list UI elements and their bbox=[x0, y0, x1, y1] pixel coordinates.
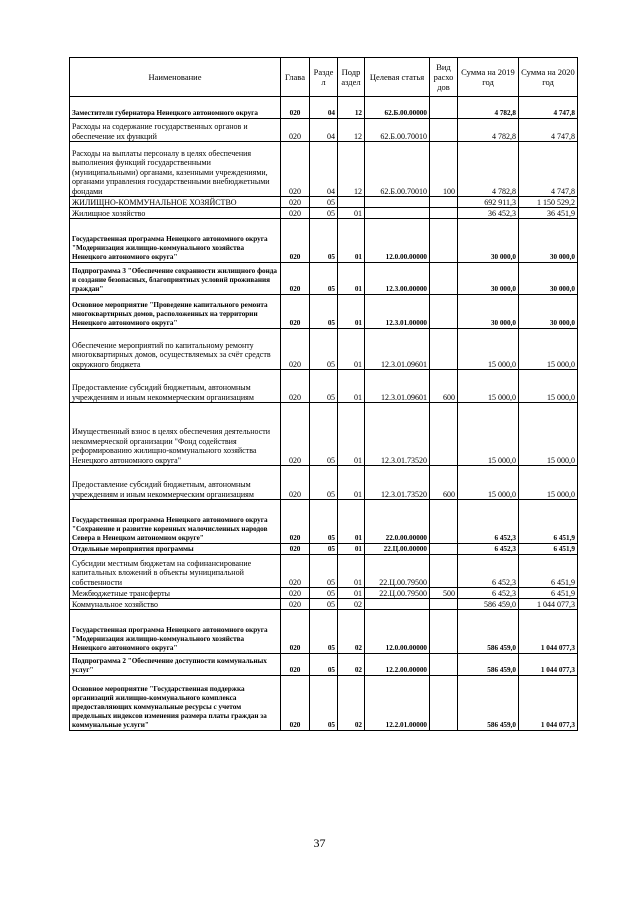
table-body bbox=[70, 97, 578, 731]
cell-sum-2020: 4 747,8 bbox=[519, 142, 578, 197]
cell-name: Коммунальное хозяйство bbox=[70, 599, 281, 610]
cell-chapter: 020 bbox=[281, 544, 310, 555]
cell-expense-type bbox=[430, 329, 458, 370]
cell-sum-2020: 36 451,9 bbox=[519, 208, 578, 219]
cell-expense-type bbox=[430, 610, 458, 654]
cell-chapter: 020 bbox=[281, 97, 310, 119]
cell-subsection: 01 bbox=[338, 219, 365, 263]
cell-sum-2020: 30 000,0 bbox=[519, 263, 578, 295]
cell-sum-2020: 30 000,0 bbox=[519, 219, 578, 263]
cell-expense-type bbox=[430, 119, 458, 142]
cell-target: 22.Ц.00.00000 bbox=[365, 544, 430, 555]
table-row bbox=[70, 588, 578, 599]
cell-sum-2019: 36 452,3 bbox=[458, 208, 519, 219]
cell-section: 05 bbox=[310, 263, 338, 295]
cell-name: Заместители губернатора Ненецкого автономного округа bbox=[70, 97, 281, 119]
cell-name: Предоставление субсидий бюджетным, автономным учреждениям и иным некоммерческим организациям bbox=[70, 466, 281, 500]
cell-sum-2019: 30 000,0 bbox=[458, 295, 519, 329]
cell-chapter: 020 bbox=[281, 500, 310, 544]
cell-sum-2019: 6 452,3 bbox=[458, 500, 519, 544]
cell-section: 04 bbox=[310, 119, 338, 142]
cell-target: 62.Б.00.70010 bbox=[365, 119, 430, 142]
header-sum-2020: Сумма на 2020 год bbox=[519, 58, 578, 97]
cell-sum-2019: 4 782,8 bbox=[458, 142, 519, 197]
cell-sum-2020: 1 150 529,2 bbox=[519, 197, 578, 208]
cell-expense-type bbox=[430, 544, 458, 555]
cell-chapter: 020 bbox=[281, 119, 310, 142]
cell-expense-type bbox=[430, 555, 458, 588]
cell-sum-2019: 15 000,0 bbox=[458, 403, 519, 466]
cell-sum-2020: 6 451,9 bbox=[519, 544, 578, 555]
cell-sum-2019: 586 459,0 bbox=[458, 654, 519, 676]
cell-chapter: 020 bbox=[281, 142, 310, 197]
cell-sum-2019: 30 000,0 bbox=[458, 263, 519, 295]
cell-sum-2019: 30 000,0 bbox=[458, 219, 519, 263]
table-row bbox=[70, 544, 578, 555]
cell-chapter: 020 bbox=[281, 263, 310, 295]
cell-chapter: 020 bbox=[281, 295, 310, 329]
cell-name: Субсидии местным бюджетам на софинансирование капитальных вложений в объекты муниципальной собственности bbox=[70, 555, 281, 588]
table-row bbox=[70, 403, 578, 466]
table-row bbox=[70, 599, 578, 610]
cell-name: Расходы на содержание государственных органов и обеспечение их функций bbox=[70, 119, 281, 142]
cell-chapter: 020 bbox=[281, 329, 310, 370]
cell-expense-type bbox=[430, 403, 458, 466]
cell-subsection: 02 bbox=[338, 599, 365, 610]
cell-name: Государственная программа Ненецкого автономного округа "Модернизация жилищно-коммунального хозяйства Ненецкого автономного округа" bbox=[70, 219, 281, 263]
cell-expense-type bbox=[430, 654, 458, 676]
cell-target: 12.3.01.09601 bbox=[365, 370, 430, 403]
cell-subsection: 01 bbox=[338, 466, 365, 500]
cell-chapter: 020 bbox=[281, 208, 310, 219]
cell-sum-2020: 6 451,9 bbox=[519, 588, 578, 599]
cell-section: 05 bbox=[310, 654, 338, 676]
cell-chapter: 020 bbox=[281, 588, 310, 599]
cell-target bbox=[365, 599, 430, 610]
cell-expense-type: 600 bbox=[430, 370, 458, 403]
cell-expense-type bbox=[430, 197, 458, 208]
cell-sum-2020: 15 000,0 bbox=[519, 403, 578, 466]
cell-chapter: 020 bbox=[281, 555, 310, 588]
cell-section: 05 bbox=[310, 329, 338, 370]
cell-target: 12.2.01.00000 bbox=[365, 676, 430, 731]
cell-target bbox=[365, 208, 430, 219]
cell-chapter: 020 bbox=[281, 676, 310, 731]
cell-sum-2020: 6 451,9 bbox=[519, 500, 578, 544]
cell-subsection: 01 bbox=[338, 295, 365, 329]
cell-chapter: 020 bbox=[281, 610, 310, 654]
cell-sum-2019: 15 000,0 bbox=[458, 329, 519, 370]
cell-sum-2019: 4 782,8 bbox=[458, 119, 519, 142]
cell-section: 05 bbox=[310, 500, 338, 544]
header-target: Целевая статья bbox=[365, 58, 430, 97]
cell-sum-2020: 6 451,9 bbox=[519, 555, 578, 588]
cell-subsection: 12 bbox=[338, 97, 365, 119]
cell-subsection: 01 bbox=[338, 263, 365, 295]
cell-sum-2020: 15 000,0 bbox=[519, 329, 578, 370]
table-row bbox=[70, 466, 578, 500]
cell-sum-2020: 1 044 077,3 bbox=[519, 654, 578, 676]
cell-sum-2019: 586 459,0 bbox=[458, 599, 519, 610]
cell-chapter: 020 bbox=[281, 219, 310, 263]
cell-expense-type: 100 bbox=[430, 142, 458, 197]
cell-target: 22.Ц.00.79500 bbox=[365, 555, 430, 588]
table-row bbox=[70, 119, 578, 142]
table-row bbox=[70, 329, 578, 370]
cell-sum-2019: 15 000,0 bbox=[458, 370, 519, 403]
cell-target: 22.0.00.00000 bbox=[365, 500, 430, 544]
cell-section: 05 bbox=[310, 676, 338, 731]
cell-sum-2020: 15 000,0 bbox=[519, 370, 578, 403]
table-row bbox=[70, 208, 578, 219]
table-row bbox=[70, 142, 578, 197]
cell-sum-2020: 15 000,0 bbox=[519, 466, 578, 500]
cell-chapter: 020 bbox=[281, 370, 310, 403]
table-row bbox=[70, 197, 578, 208]
cell-subsection: 01 bbox=[338, 555, 365, 588]
cell-chapter: 020 bbox=[281, 654, 310, 676]
cell-name: Основное мероприятие "Проведение капитального ремонта многоквартирных домов, расположенных на территории Ненецкого автономного округа" bbox=[70, 295, 281, 329]
cell-section: 05 bbox=[310, 588, 338, 599]
cell-name: Основное мероприятие "Государственная поддержка организаций жилищно-коммунального комплекса предоставляющих коммунальные ресурсы с учетом предельных индексов изменения размера платы граждан за коммунальные услуги" bbox=[70, 676, 281, 731]
cell-name: ЖИЛИЩНО-КОММУНАЛЬНОЕ ХОЗЯЙСТВО bbox=[70, 197, 281, 208]
cell-sum-2020: 1 044 077,3 bbox=[519, 676, 578, 731]
cell-target: 12.0.00.00000 bbox=[365, 219, 430, 263]
cell-sum-2020: 4 747,8 bbox=[519, 97, 578, 119]
cell-name: Предоставление субсидий бюджетным, автономным учреждениям и иным некоммерческим организациям bbox=[70, 370, 281, 403]
cell-name: Государственная программа Ненецкого автономного округа "Сохранение и развитие коренных малочисленных народов Севера в Ненецком автономном округе" bbox=[70, 500, 281, 544]
cell-target: 12.2.00.00000 bbox=[365, 654, 430, 676]
cell-section: 05 bbox=[310, 295, 338, 329]
cell-section: 05 bbox=[310, 555, 338, 588]
cell-subsection: 12 bbox=[338, 119, 365, 142]
cell-name: Имущественный взнос в целях обеспечения деятельности некоммерческой организации "Фонд содействия реформированию жилищно-коммунального хозяйства Ненецкого автономного округа" bbox=[70, 403, 281, 466]
cell-section: 05 bbox=[310, 466, 338, 500]
cell-subsection: 01 bbox=[338, 370, 365, 403]
cell-expense-type bbox=[430, 97, 458, 119]
table-row bbox=[70, 555, 578, 588]
cell-chapter: 020 bbox=[281, 466, 310, 500]
cell-section: 04 bbox=[310, 142, 338, 197]
cell-expense-type: 500 bbox=[430, 588, 458, 599]
table-row bbox=[70, 295, 578, 329]
table-row bbox=[70, 219, 578, 263]
table-row bbox=[70, 676, 578, 731]
cell-section: 05 bbox=[310, 599, 338, 610]
cell-section: 05 bbox=[310, 370, 338, 403]
cell-chapter: 020 bbox=[281, 599, 310, 610]
cell-target: 62.Б.00.70010 bbox=[365, 142, 430, 197]
cell-target bbox=[365, 197, 430, 208]
cell-subsection: 01 bbox=[338, 403, 365, 466]
cell-sum-2019: 6 452,3 bbox=[458, 588, 519, 599]
cell-name: Подпрограмма 3 "Обеспечение сохранности жилищного фонда и создание безопасных, благоприятных условий проживания граждан" bbox=[70, 263, 281, 295]
cell-subsection: 02 bbox=[338, 676, 365, 731]
cell-expense-type bbox=[430, 208, 458, 219]
table-header-row bbox=[70, 58, 578, 97]
cell-expense-type bbox=[430, 295, 458, 329]
cell-subsection: 02 bbox=[338, 654, 365, 676]
cell-section: 05 bbox=[310, 610, 338, 654]
cell-section: 04 bbox=[310, 97, 338, 119]
cell-sum-2020: 1 044 077,3 bbox=[519, 610, 578, 654]
cell-subsection: 02 bbox=[338, 610, 365, 654]
cell-expense-type bbox=[430, 219, 458, 263]
cell-sum-2020: 30 000,0 bbox=[519, 295, 578, 329]
header-expense-type: Вид расхо дов bbox=[430, 58, 458, 97]
cell-sum-2019: 586 459,0 bbox=[458, 610, 519, 654]
cell-subsection bbox=[338, 197, 365, 208]
cell-target: 62.Б.00.00000 bbox=[365, 97, 430, 119]
page-number: 37 bbox=[313, 836, 326, 850]
cell-sum-2020: 4 747,8 bbox=[519, 119, 578, 142]
header-subsection: Подр аздел bbox=[338, 58, 365, 97]
cell-name: Подпрограмма 2 "Обеспечение доступности коммунальных услуг" bbox=[70, 654, 281, 676]
cell-sum-2019: 586 459,0 bbox=[458, 676, 519, 731]
table-row bbox=[70, 263, 578, 295]
cell-sum-2019: 6 452,3 bbox=[458, 544, 519, 555]
cell-name: Межбюджетные трансферты bbox=[70, 588, 281, 599]
header-section: Разде л bbox=[310, 58, 338, 97]
cell-subsection: 01 bbox=[338, 329, 365, 370]
cell-section: 05 bbox=[310, 544, 338, 555]
cell-subsection: 01 bbox=[338, 500, 365, 544]
cell-sum-2020: 1 044 077,3 bbox=[519, 599, 578, 610]
cell-sum-2019: 15 000,0 bbox=[458, 466, 519, 500]
cell-expense-type bbox=[430, 599, 458, 610]
cell-subsection: 12 bbox=[338, 142, 365, 197]
cell-section: 05 bbox=[310, 219, 338, 263]
cell-name: Государственная программа Ненецкого автономного округа "Модернизация жилищно-коммунального хозяйства Ненецкого автономного округа" bbox=[70, 610, 281, 654]
cell-target: 22.Ц.00.79500 bbox=[365, 588, 430, 599]
cell-section: 05 bbox=[310, 197, 338, 208]
cell-name: Жилищное хозяйство bbox=[70, 208, 281, 219]
cell-expense-type bbox=[430, 263, 458, 295]
cell-subsection: 01 bbox=[338, 588, 365, 599]
table-row bbox=[70, 500, 578, 544]
cell-section: 05 bbox=[310, 403, 338, 466]
cell-name: Отдельные мероприятия программы bbox=[70, 544, 281, 555]
cell-sum-2019: 6 452,3 bbox=[458, 555, 519, 588]
cell-chapter: 020 bbox=[281, 197, 310, 208]
cell-target: 12.3.01.00000 bbox=[365, 295, 430, 329]
table-row bbox=[70, 610, 578, 654]
cell-target: 12.3.00.00000 bbox=[365, 263, 430, 295]
cell-chapter: 020 bbox=[281, 403, 310, 466]
cell-target: 12.3.01.73520 bbox=[365, 466, 430, 500]
cell-sum-2019: 692 911,3 bbox=[458, 197, 519, 208]
cell-section: 05 bbox=[310, 208, 338, 219]
cell-sum-2019: 4 782,8 bbox=[458, 97, 519, 119]
header-name: Наименование bbox=[70, 58, 281, 97]
table-row bbox=[70, 97, 578, 119]
cell-target: 12.3.01.73520 bbox=[365, 403, 430, 466]
header-sum-2019: Сумма на 2019 год bbox=[458, 58, 519, 97]
cell-name: Обеспечение мероприятий по капитальному ремонту многоквартирных домов, осуществляемых за счёт средств окружного бюджета bbox=[70, 329, 281, 370]
cell-expense-type bbox=[430, 676, 458, 731]
table-row bbox=[70, 654, 578, 676]
cell-subsection: 01 bbox=[338, 544, 365, 555]
cell-name: Расходы на выплаты персоналу в целях обеспечения выполнения функций государственными (муниципальными) органами, казенными учреждениями, органами управления государственными внебюджетными фондами bbox=[70, 142, 281, 197]
cell-target: 12.3.01.09601 bbox=[365, 329, 430, 370]
cell-subsection: 01 bbox=[338, 208, 365, 219]
header-chapter: Глава bbox=[281, 58, 310, 97]
cell-expense-type: 600 bbox=[430, 466, 458, 500]
table-row bbox=[70, 370, 578, 403]
budget-table bbox=[69, 57, 578, 731]
cell-target: 12.0.00.00000 bbox=[365, 610, 430, 654]
cell-expense-type bbox=[430, 500, 458, 544]
